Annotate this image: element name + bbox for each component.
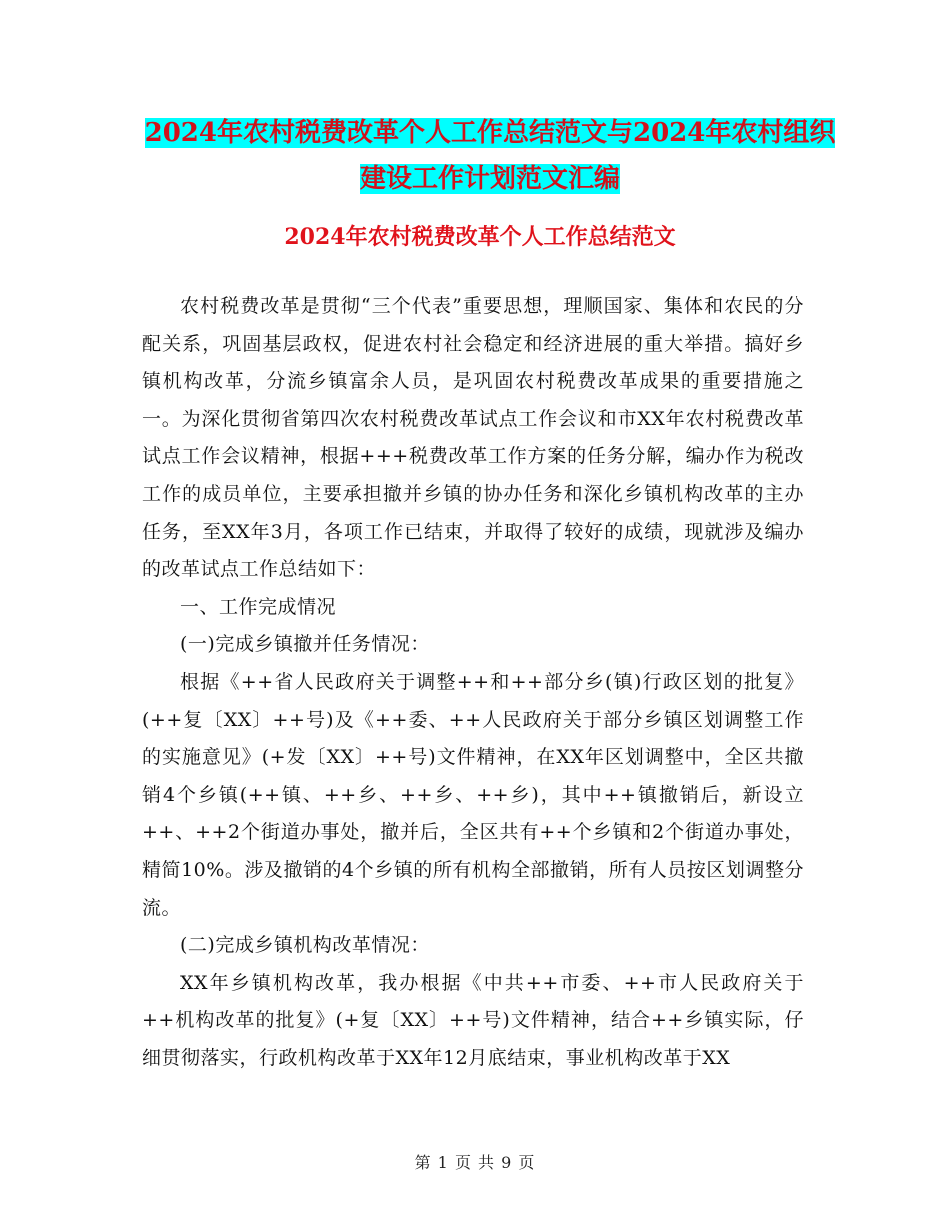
body-paragraph: 农村税费改革是贯彻“三个代表”重要思想，理顺国家、集体和农民的分配关系，巩固基层政权，促进农村社会稳定和经济进展的重大举措。搞好乡镇机构改革，分流乡镇富余人员，是巩固农村税费改革成果的重要措施之一。为深化贯彻省第四次农村税费改革试点工作会议和市XX年农村税费改革试点工作会议精神，根据+++税费改革工作方案的任务分解，编办作为税改工作的成员单位，主要承担撤并乡镇的协办任务和深化乡镇机构改革的主办任务，至XX年3月，各项工作已结束，并取得了较好的成绩，现就涉及编办的改革试点工作总结如下： [142,295,804,581]
page-number-footer: 第 1 页 共 9 页 [414,1153,536,1172]
body-paragraph: (二)完成乡镇机构改革情况： [180,934,430,957]
body-paragraph: XX年乡镇机构改革，我办根据《中共++市委、++市人民政府关于++机构改革的批复》(+复〔XX〕++号)文件精神，结合++乡镇实际，仔细贯彻落实，行政机构改革于XX年12月底结束，事业机构改革于XX [142,971,804,1069]
document-title-text: 2024年农村税费改革个人工作总结范文与2024年农村组织建设工作计划范文汇编 [144,118,836,194]
section-title: 2024年农村税费改革个人工作总结范文 [284,224,676,250]
body-paragraph: 根据《++省人民政府关于调整++和++部分乡(镇)行政区划的批复》(++复〔XX〕++号)及《++委、++人民政府关于部分乡镇区划调整工作的实施意见》(+发〔XX〕++号)文件精神，在XX年区划调整中，全区共撤销4个乡镇(++镇、++乡、++乡、++乡)，其中++镇撤销后，新设立++、++2个街道办事处，撤并后，全区共有++个乡镇和2个街道办事处，精简10%。涉及撤销的4个乡镇的所有机构全部撤销，所有人员按区划调整分流。 [142,670,804,919]
document-title [140,110,840,202]
body-paragraph: (一)完成乡镇撤并任务情况： [180,633,430,656]
body-paragraph: 一、工作完成情况 [180,595,337,618]
document-body [142,288,804,1077]
